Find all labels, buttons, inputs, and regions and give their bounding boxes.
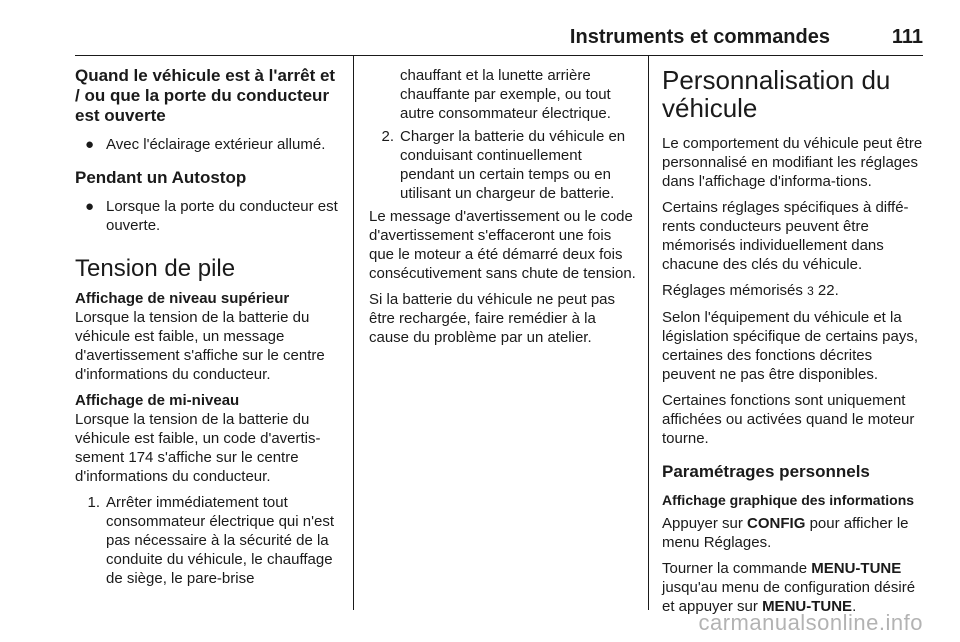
column-2 [369,66,639,354]
config-keyword: CONFIG [747,515,806,532]
bullet-item [75,135,343,154]
text: jusqu'au menu de configuration désiré et appuyer sur [662,579,916,615]
paragraph: Le comportement du véhicule peut être personnalisé en modifiant les réglages dans l'affichage d'informa-tions. [662,135,923,190]
heading-mid-level: Affichage de mi-niveau [75,392,240,409]
item-text: Charger la batterie du véhicule en conduisant continuellement pendant un certain temps ou en utilisant un chargeur de batterie. [400,128,626,202]
page-reference-icon: 3 [807,284,814,298]
running-header-title: Instruments et commandes [569,26,830,48]
paragraph-menu-tune [662,559,927,616]
column-3 [662,66,927,623]
menu-tune-keyword: MENU-TUNE [811,560,902,577]
bullet-text: Lorsque la porte du conducteur est ouverte. [106,198,338,234]
bullet-text: Avec l'éclairage extérieur allumé. [106,136,326,153]
numbered-item [369,127,639,203]
bullet-icon: ● [85,136,95,153]
subheading-personal-settings: Paramétrages personnels [662,462,870,481]
paragraph: Certaines fonctions sont uniquement affichées ou activées quand le moteur tourne. [662,392,915,447]
text: pour afficher le menu Réglages. [662,515,909,551]
item-number: 1. [87,494,100,511]
numbered-item [75,493,343,588]
paragraph-config [662,514,927,552]
paragraph: Lorsque la tension de la batterie du véhicule est faible, un code d'avertis-sement 174 s'affiche sur le centre d'informations du conducteur. [75,411,321,485]
subheading-autostop: Pendant un Autostop [75,168,247,187]
heading-upper-level: Affichage de niveau supérieur [75,290,290,307]
header-rule [75,55,923,56]
column-1 [75,66,343,592]
item-number: 2. [381,128,394,145]
page-number: 111 [891,26,923,48]
page-reference-link[interactable]: 22. [817,282,839,299]
menu-tune-keyword: MENU-TUNE [762,598,853,615]
bullet-icon: ● [85,198,95,215]
item-text: Arrêter immédiatement tout consommateur électrique qui n'est pas nécessaire à la sécurité de la conduite du véhicule, le chauffage de siège, le pare-brise [106,494,334,587]
column-divider [353,55,354,610]
heading-graphic-display: Affichage graphique des informations [662,492,915,508]
paragraph-saved-settings [662,281,927,301]
paragraph: Le message d'avertissement ou le code d'avertissement s'effaceront une fois que le moteur a été démarré deux fois consécutivement sans chute de tension. [369,208,636,282]
bullet-item [75,197,343,235]
text: . [852,598,857,615]
saved-settings-text: Réglages mémorisés [662,282,803,299]
numbered-item-continuation: chauffant et la lunette arrière chauffante par exemple, ou tout autre consommateur électrique. [400,67,611,122]
paragraph: Lorsque la tension de la batterie du véhicule est faible, un message d'avertissement s'affiche sur le centre d'informations du conducteur. [75,309,325,383]
paragraph: Si la batterie du véhicule ne peut pas être rechargée, faire remédier à la cause du problème par un atelier. [369,291,615,346]
paragraph: Certains réglages spécifiques à diffé-rents conducteurs peuvent être mémorisés individuellement dans chacune des clés du véhicule. [662,199,909,273]
column-divider [648,55,649,610]
section-title-battery: Tension de pile [75,255,236,282]
watermark: carmanualsonline.info [698,610,923,635]
text: Tourner la commande [662,560,808,577]
paragraph: Selon l'équipement du véhicule et la législation spécifique de certains pays, certaines des fonctions décrites peuvent ne pas être disponibles. [662,309,918,383]
subheading-stopped: Quand le véhicule est à l'arrêt et / ou que la porte du conducteur est ouverte [75,66,336,125]
section-title-personalization: Personnalisation du véhicule [662,65,891,123]
text: Appuyer sur [662,515,743,532]
